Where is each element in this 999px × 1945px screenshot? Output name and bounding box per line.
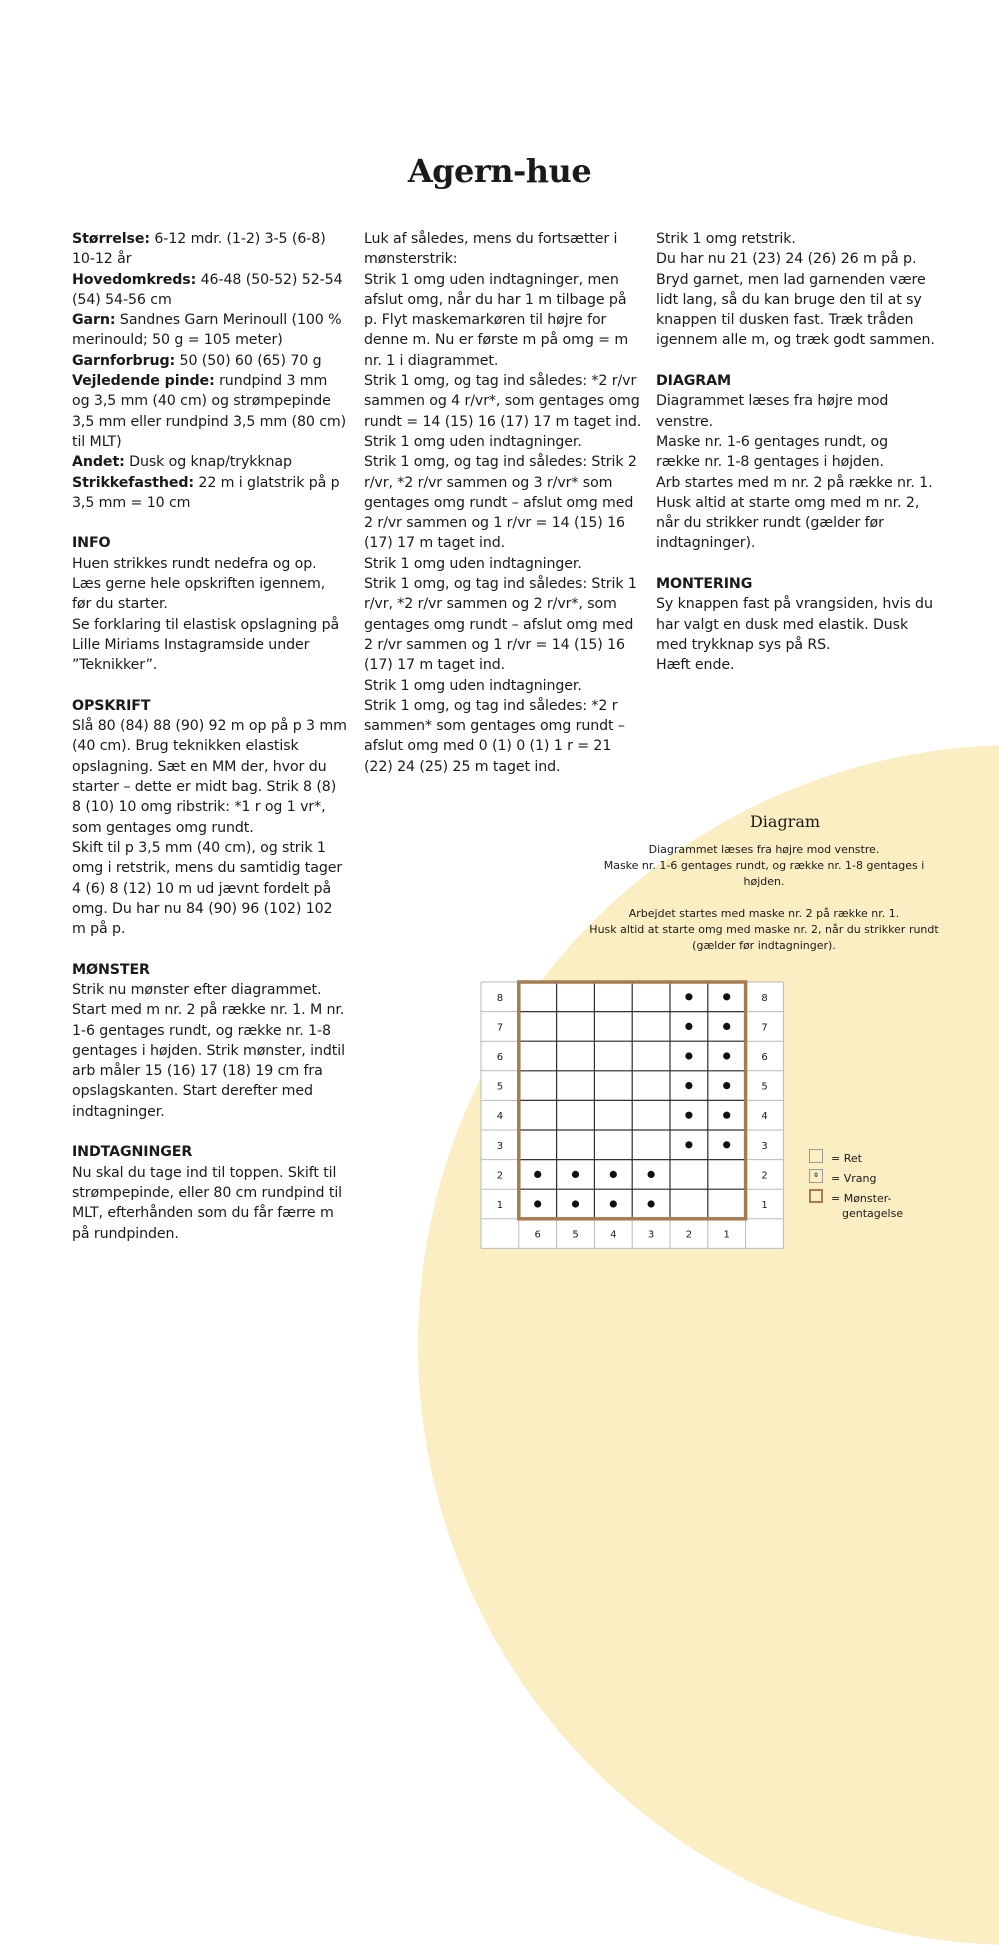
info-heading: INFO: [72, 535, 111, 552]
diagram-text-line: Arbejdet startes med maske nr. 2 på række nr. 1.: [628, 907, 900, 920]
monster-heading: MØNSTER: [72, 961, 150, 978]
spec-value: 50 (50) 60 (65) 70 g: [175, 352, 322, 369]
spec-value: 22 m i glatstrik på p 3,5 mm = 10 cm: [72, 474, 340, 511]
vrang-symbol-icon: 8: [809, 1169, 823, 1183]
purl-dot: [534, 1171, 541, 1178]
paragraph: Diagrammet læses fra højre mod venstre.: [656, 393, 889, 430]
indtagninger-heading: INDTAGNINGER: [72, 1144, 193, 1161]
spec-value: 46-48 (50-52) 52-54 (54) 54-56 cm: [72, 271, 343, 308]
paragraph: Bryd garnet, men lad garnenden være lidt lang, så du kan bruge den til at sy knappen til dusken fast. Træk tråden igennem alle m, og træk godt sammen.: [656, 271, 935, 349]
spec-label: Hovedomkreds:: [72, 271, 197, 288]
montering-heading: MONTERING: [656, 576, 753, 593]
row-label-right: 6: [761, 1052, 768, 1063]
purl-dot: [685, 993, 692, 1000]
col-label: 6: [534, 1229, 541, 1241]
repeat-symbol-icon: [809, 1189, 823, 1203]
paragraph: Hæft ende.: [656, 657, 735, 674]
purl-dot: [723, 1082, 730, 1089]
diagram-text-line: Husk altid at starte omg med maske nr. 2, når du strikker rundt (gælder før indtagninger).: [589, 923, 939, 952]
paragraph: Luk af således, mens du fortsætter i mønsterstrik:: [364, 231, 618, 268]
diagram-title: Diagram: [749, 812, 821, 831]
row-label-right: 3: [761, 1140, 768, 1152]
paragraph: Skift til p 3,5 mm (40 cm), og strik 1 omg i retstrik, mens du samtidig tager 4 (6) 8 (12) 10 m ud jævnt fordelt på omg. Du har nu 84 (90) 96 (102) 102 m på p.: [72, 839, 343, 938]
row-label-right: 8: [761, 992, 768, 1004]
purl-dot: [723, 1023, 730, 1030]
purl-dot: [685, 1052, 692, 1059]
row-label-left: 3: [496, 1140, 504, 1152]
paragraph: Strik 1 omg, og tag ind således: Strik 1 r/vr, *2 r/vr sammen og 2 r/vr*, som gentages omg rundt – afslut omg med 2 r/vr sammen og 1 r/vr = 14 (15) 16 (17) 17 m taget ind.: [364, 576, 637, 674]
row-label-left: 5: [496, 1081, 504, 1093]
row-label-right: 4: [761, 1111, 768, 1123]
col-label: 3: [647, 1229, 655, 1241]
spec-value: Dusk og knap/trykknap: [124, 454, 292, 471]
paragraph: Sy knappen fast på vrangsiden, hvis du har valgt en dusk med elastik. Dusk med trykknap sys på RS.: [656, 596, 933, 653]
paragraph: Strik 1 omg, og tag ind således: Strik 2 r/vr, *2 r/vr sammen og 3 r/vr* som gentages omg rundt – afslut omg med 2 r/vr sammen og 1 r/vr = 14 (15) 16 (17) 17 m taget ind.: [364, 454, 637, 552]
paragraph: Strik 1 omg uden indtagninger, men afslut omg, når du har 1 m tilbage på p. Flyt maskemarkøren til højre for denne m. Nu er første m på omg = m nr. 1 i diagrammet.: [364, 271, 629, 369]
diagram-text-line: Diagrammet læses fra højre mod venstre.: [648, 843, 880, 856]
page-title: Agern-hue: [407, 152, 592, 190]
purl-dot: [723, 1112, 730, 1119]
purl-dot: [610, 1200, 617, 1207]
row-label-right: 1: [761, 1200, 768, 1211]
purl-dot: [685, 1023, 692, 1030]
paragraph: Strik nu mønster efter diagrammet. Start med m nr. 2 på række nr. 1. M nr. 1-6 gentages rundt, og række nr. 1-8 gentages i højden. Strik mønster, indtil arb måler 15 (16) 17 (18) 19 cm fra opslagskanten. Start derefter med indtagninger.: [72, 981, 345, 1120]
row-label-left: 4: [496, 1111, 504, 1123]
diagram-heading: DIAGRAM: [656, 373, 732, 390]
purl-dot: [648, 1200, 655, 1207]
purl-dot: [610, 1171, 617, 1178]
row-label-left: 7: [496, 1022, 504, 1034]
spec-label: Strikkefasthed:: [72, 474, 194, 491]
col-label: 1: [723, 1229, 730, 1241]
paragraph: Strik 1 omg uden indtagninger.: [364, 677, 582, 694]
row-label-left: 8: [496, 992, 504, 1004]
paragraph: Du har nu 21 (23) 24 (26) 26 m på p.: [656, 251, 917, 268]
purl-dot: [685, 1082, 692, 1089]
col-label: 5: [572, 1229, 579, 1241]
spec-label: Andet:: [72, 454, 125, 471]
purl-dot: [572, 1200, 579, 1207]
paragraph: Strik 1 omg uden indtagninger.: [364, 555, 582, 572]
col-label: 4: [610, 1229, 617, 1241]
opskrift-heading: OPSKRIFT: [72, 697, 151, 714]
diagram-text-line: Maske nr. 1-6 gentages rundt, og række nr. 1-8 gentages i højden.: [603, 859, 925, 888]
row-label-left: 2: [496, 1170, 504, 1182]
spec-label: Størrelse:: [72, 231, 150, 247]
purl-dot: [723, 993, 730, 1000]
purl-dot: [685, 1112, 692, 1119]
row-label-right: 2: [761, 1170, 768, 1182]
purl-dot: [685, 1141, 692, 1148]
spec-label: Garnforbrug:: [72, 352, 176, 369]
paragraph: Arb startes med m nr. 2 på række nr. 1. Husk altid at starte omg med m nr. 2, når du strikker rundt (gælder før indtagninger).: [656, 474, 933, 552]
spec-value: Sandnes Garn Merinoull (100 % merinould; 50 g = 105 meter): [72, 312, 342, 349]
paragraph: Nu skal du tage ind til toppen. Skift til strømpepinde, eller 80 cm rundpind til MLT, efterhånden som du får færre m på rundpinden.: [72, 1164, 343, 1242]
ret-symbol-icon: [809, 1149, 823, 1163]
spec-label: Garn:: [72, 312, 116, 329]
row-label-right: 7: [761, 1022, 768, 1034]
row-label-left: 6: [496, 1052, 504, 1063]
paragraph: Strik 1 omg, og tag ind således: *2 r sammen* som gentages omg rundt – afslut omg med 0 (1) 0 (1) 1 r = 21 (22) 24 (25) 25 m taget ind.: [364, 697, 625, 775]
spec-value: 6-12 mdr. (1-2) 3-5 (6-8) 10-12 år: [72, 231, 326, 268]
purl-dot: [723, 1141, 730, 1148]
purl-dot: [534, 1200, 541, 1207]
paragraph: Huen strikkes rundt nedefra og op.: [72, 555, 317, 572]
paragraph: Strik 1 omg, og tag ind således: *2 r/vr sammen og 4 r/vr*, som gentages omg rundt = 14 (15) 16 (17) 17 m taget ind.: [364, 373, 642, 430]
paragraph: Strik 1 omg uden indtagninger.: [364, 433, 582, 450]
paragraph: Strik 1 omg retstrik.: [656, 231, 796, 247]
spec-label: Vejledende pinde:: [72, 373, 215, 390]
col-label: 2: [685, 1229, 693, 1241]
row-label-right: 5: [761, 1081, 768, 1093]
purl-dot: [648, 1171, 655, 1178]
paragraph: Læs gerne hele opskriften igennem, før du starter.: [72, 576, 326, 613]
paragraph: Slå 80 (84) 88 (90) 92 m op på p 3 mm (40 cm). Brug teknikken elastisk opslagning. Sæt en MM der, hvor du starter – dette er midt bag. Strik 8 (8) 8 (10) 10 omg ribstrik: *1 r og 1 vr*, som gentages omg rundt.: [72, 718, 347, 836]
spec-value: rundpind 3 mm og 3,5 mm (40 cm) og strømpepinde 3,5 mm eller rundpind 3,5 mm (80 cm) til MLT): [72, 373, 347, 450]
purl-dot: [723, 1052, 730, 1059]
paragraph: Maske nr. 1-6 gentages rundt, og række nr. 1-8 gentages i højden.: [656, 433, 889, 471]
row-label-left: 1: [496, 1200, 504, 1211]
purl-dot: [572, 1171, 579, 1178]
paragraph: Se forklaring til elastisk opslagning på Lille Miriams Instagramside under ”Teknikker”.: [72, 616, 340, 674]
